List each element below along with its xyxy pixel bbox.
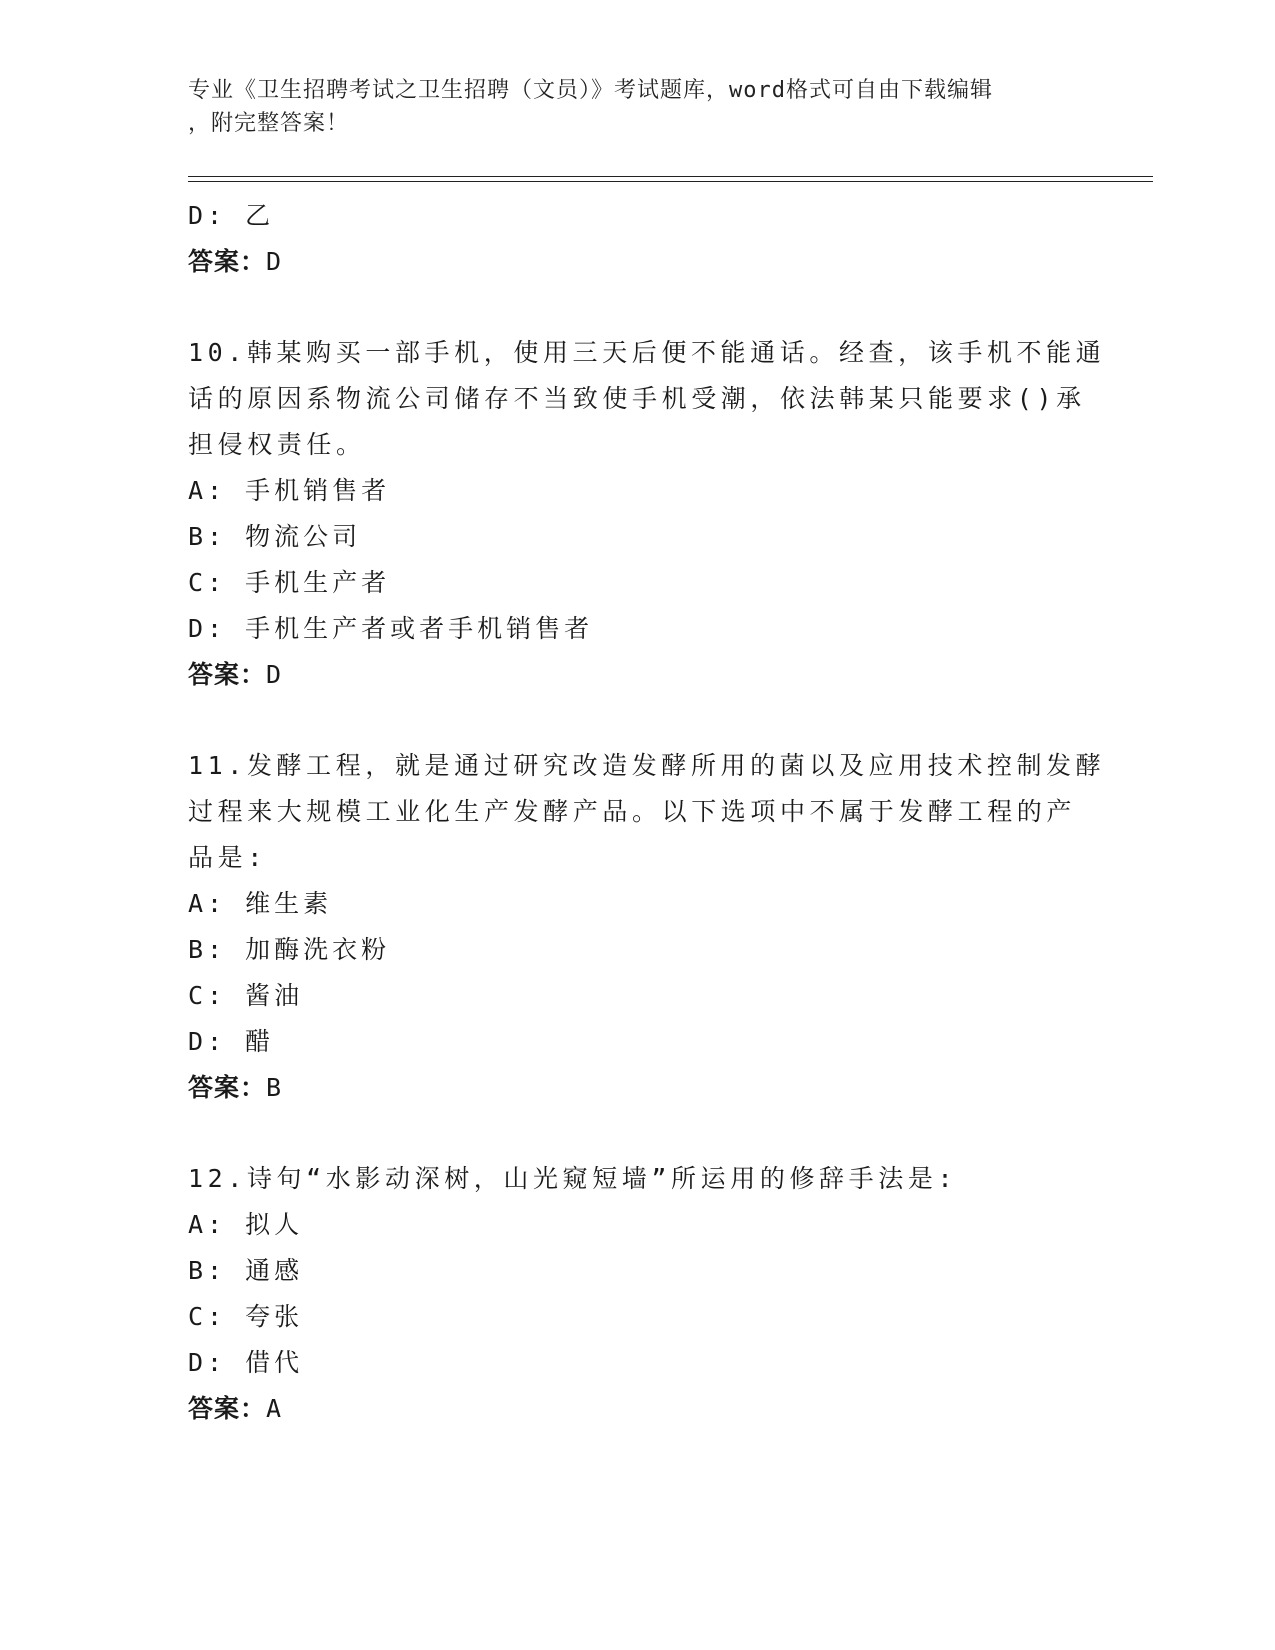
answer-label: 答案： (188, 247, 267, 276)
question-stem (188, 1156, 1088, 1202)
option-b: B: 通感 (188, 1256, 304, 1285)
header-line-2: ，附完整答案！ (188, 111, 350, 136)
stem-line: 过程来大规模工业化生产发酵产品。以下选项中不属于发酵工程的产 (188, 797, 1077, 826)
question-12 (188, 1156, 1088, 1432)
question-stem (188, 330, 1106, 468)
answer-line (188, 1386, 1088, 1432)
option-d: D: 醋 (188, 1027, 275, 1056)
stem-line: 品是: (188, 843, 267, 872)
answer-label: 答案： (188, 660, 267, 689)
question-content (188, 193, 1106, 1432)
stem-line: 10.韩某购买一部手机，使用三天后便不能通话。经查，该手机不能通 (188, 338, 1106, 367)
option-a: A: 手机销售者 (188, 476, 391, 505)
answer-label: 答案： (188, 1394, 267, 1423)
header-divider (188, 176, 1153, 182)
answer-line (188, 652, 1088, 698)
stem-line: 担侵权责任。 (188, 430, 366, 459)
option-a: A: 维生素 (188, 889, 333, 918)
answer-line (188, 1065, 1088, 1111)
stem-line: 11.发酵工程，就是通过研究改造发酵所用的菌以及应用技术控制发酵 (188, 751, 1106, 780)
answer-value: B (266, 1073, 283, 1102)
option-b: B: 物流公司 (188, 522, 362, 551)
question-10 (188, 330, 1106, 698)
stem-line: 话的原因系物流公司储存不当致使手机受潮，依法韩某只能要求()承 (188, 384, 1086, 413)
option-c: C: 夸张 (188, 1302, 304, 1331)
answer-line (188, 239, 1088, 285)
option-c: C: 手机生产者 (188, 568, 391, 597)
stem-line: 12.诗句“水影动深树，山光窥短墙”所运用的修辞手法是: (188, 1164, 958, 1193)
answer-value: A (266, 1394, 283, 1423)
option-d: D: 乙 (188, 201, 275, 230)
option-d: D: 手机生产者或者手机销售者 (188, 614, 594, 643)
header-line-1: 专业《卫生招聘考试之卫生招聘（文员）》考试题库，word格式可自由下载编辑 (188, 78, 993, 103)
document-header (188, 74, 1088, 140)
answer-label: 答案： (188, 1073, 267, 1102)
option-a: A: 拟人 (188, 1210, 304, 1239)
option-c: C: 酱油 (188, 981, 304, 1010)
question-stem (188, 743, 1106, 881)
option-b: B: 加酶洗衣粉 (188, 935, 391, 964)
option-d: D: 借代 (188, 1348, 304, 1377)
answer-value: D (266, 660, 283, 689)
question-11 (188, 743, 1106, 1111)
answer-value: D (266, 247, 283, 276)
